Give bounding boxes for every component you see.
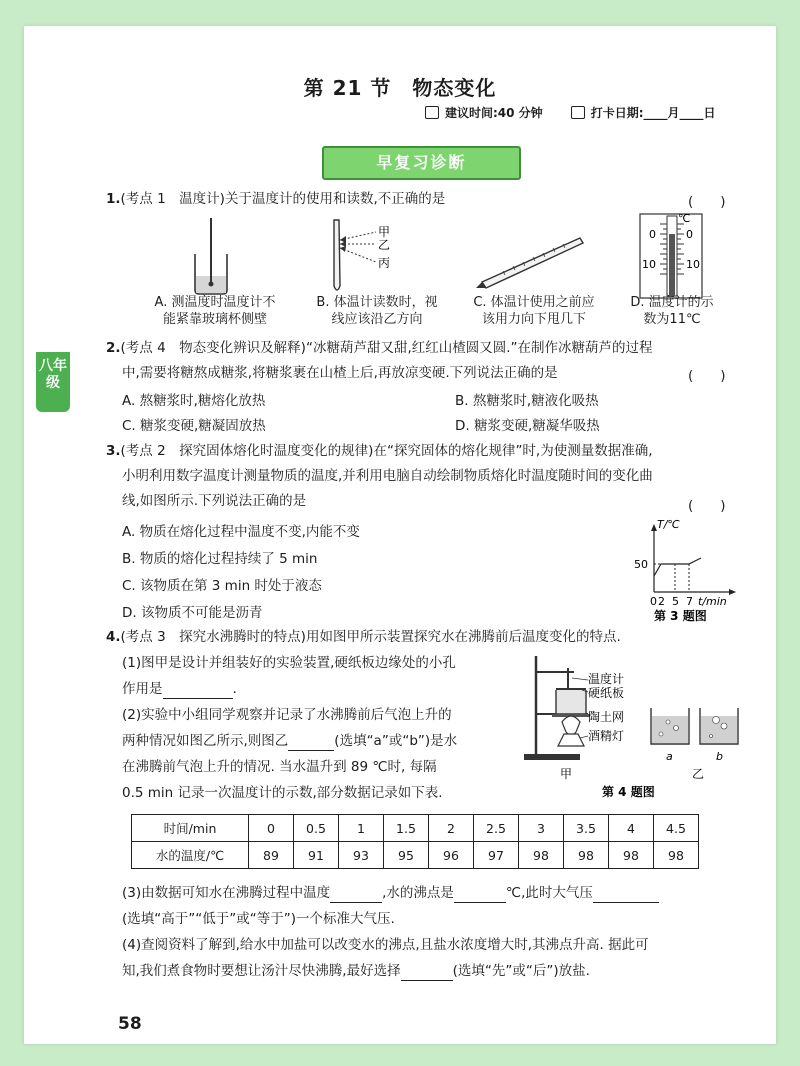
page-number: 58 xyxy=(118,1014,142,1034)
scale-thermometer-figure xyxy=(640,212,702,298)
svg-text:第 4 题图: 第 4 题图 xyxy=(602,785,655,799)
table-cell: 98 xyxy=(609,842,654,869)
svg-text:第 3 题图: 第 3 题图 xyxy=(654,609,707,622)
table-cell: 1 xyxy=(339,815,384,842)
q4-p4-line2: 知,我们煮食物时要想让汤汁尽快沸腾,最好选择 (选填“先”或“后”)放盐. xyxy=(122,963,590,979)
q1-stem: 1.(考点 1 温度计)关于温度计的使用和读数,不正确的是 xyxy=(106,191,446,207)
q3-option-a[interactable]: A. 物质在熔化过程中温度不变,内能不变 xyxy=(122,524,360,540)
table-header-temp: 水的温度/℃ xyxy=(132,842,249,869)
q2-stem-line1: 2.(考点 4 物态变化辨识及解释)“冰糖葫芦甜又甜,红红山楂圆又圆.”在制作冰糖葫芦的过程 xyxy=(106,340,653,356)
svg-text:0: 0 xyxy=(686,228,693,241)
q2-answer-paren[interactable]: ( ) xyxy=(688,368,726,384)
table-cell: 93 xyxy=(339,842,384,869)
q4-p2-line4: 0.5 min 记录一次温度计的示数,部分数据记录如下表. xyxy=(122,785,443,801)
table-cell: 91 xyxy=(294,842,339,869)
q4-p3-blank1[interactable] xyxy=(330,884,382,903)
beaker-figure xyxy=(195,218,227,294)
q4-p2-line1: (2)实验中小组同学观察并记录了水沸腾前后气泡上升的 xyxy=(122,707,452,723)
q3-answer-paren[interactable]: ( ) xyxy=(688,498,726,514)
q4-data-table xyxy=(131,814,699,869)
table-cell: 1.5 xyxy=(384,815,429,842)
table-row-temp xyxy=(132,842,699,869)
table-header-time: 时间/min xyxy=(132,815,249,842)
q3-option-c[interactable]: C. 该物质在第 3 min 时处于液态 xyxy=(122,578,322,594)
page-title: 第 21 节 物态变化 xyxy=(303,76,497,100)
beaker-b xyxy=(700,708,738,744)
q3-stem-line3: 线,如图所示.下列说法正确的是 xyxy=(122,493,307,509)
table-cell: 98 xyxy=(519,842,564,869)
q2-option-d[interactable]: D. 糖浆变硬,糖凝华吸热 xyxy=(455,418,600,434)
table-cell: 97 xyxy=(474,842,519,869)
q4-p3-line1: (3)由数据可知水在沸腾过程中温度 ,水的沸点是 ℃,此时大气压 xyxy=(122,884,659,903)
q4-p3-blank2[interactable] xyxy=(454,884,506,903)
q2-option-b[interactable]: B. 熬糖浆时,糖液化吸热 xyxy=(455,393,599,409)
q4-p1-line1: (1)图甲是设计并组装好的实验装置,硬纸板边缘处的小孔 xyxy=(122,655,456,671)
q1-answer-paren[interactable]: ( ) xyxy=(688,194,726,210)
q1-option-a[interactable]: A. 测温度时温度计不 能紧靠玻璃杯侧壁 xyxy=(154,295,276,327)
table-row-time xyxy=(132,815,699,842)
svg-text:5: 5 xyxy=(672,595,679,608)
svg-text:乙: 乙 xyxy=(378,238,391,252)
q2-option-a[interactable]: A. 熬糖浆时,糖熔化放热 xyxy=(122,393,266,409)
svg-text:乙: 乙 xyxy=(692,767,705,781)
q4-p1-blank[interactable] xyxy=(163,680,233,699)
table-cell: 98 xyxy=(654,842,699,869)
svg-text:50: 50 xyxy=(634,558,648,571)
q1-figures xyxy=(120,212,760,300)
q4-p2-blank[interactable] xyxy=(288,732,334,751)
table-cell: 0 xyxy=(249,815,294,842)
header-meta xyxy=(425,104,716,121)
q1-option-c[interactable]: C. 体温计使用之前应 该用力向下甩几下 xyxy=(473,295,595,327)
q3-option-d[interactable]: D. 该物质不可能是沥青 xyxy=(122,605,263,621)
svg-text:2: 2 xyxy=(658,595,665,608)
table-cell: 4 xyxy=(609,815,654,842)
table-cell: 95 xyxy=(384,842,429,869)
svg-text:7: 7 xyxy=(686,595,693,608)
q4-p4-blank[interactable] xyxy=(401,962,453,981)
svg-text:硬纸板: 硬纸板 xyxy=(588,686,625,700)
q4-p4-line1: (4)查阅资料了解到,给水中加盐可以改变水的沸点,且盐水浓度增大时,其沸点升高. 据此可 xyxy=(122,937,649,953)
q4-p3-blank3[interactable] xyxy=(593,884,659,903)
svg-text:t/min: t/min xyxy=(698,595,727,608)
q4-apparatus-figures xyxy=(516,650,756,800)
q3-stem-line2: 小明利用数字温度计测量物质的温度,并利用电脑自动绘制物质熔化时温度随时间的变化曲 xyxy=(122,468,653,484)
q4-p1-line2: 作用是 . xyxy=(122,681,237,697)
svg-text:10: 10 xyxy=(686,258,700,271)
svg-text:0: 0 xyxy=(649,228,656,241)
beaker-a xyxy=(651,708,689,744)
svg-text:酒精灯: 酒精灯 xyxy=(588,729,625,743)
q4-p3-line2: (选填“高于”“低于”或“等于”)一个标准大气压. xyxy=(122,911,395,927)
svg-text:陶土网: 陶土网 xyxy=(588,710,625,724)
q3-stem-line1: 3.(考点 2 探究固体熔化时温度变化的规律)在“探究固体的熔化规律”时,为使测量数据准确, xyxy=(106,443,653,459)
tilted-thermometer-figure xyxy=(476,238,583,288)
checkin-date: 打卡日期:____月____日 xyxy=(590,106,716,120)
svg-text:T/℃: T/℃ xyxy=(657,518,680,531)
q2-option-c[interactable]: C. 糖浆变硬,糖凝固放热 xyxy=(122,418,266,434)
table-cell: 3 xyxy=(519,815,564,842)
q1-option-b[interactable]: B. 体温计读数时，视 线应该沿乙方向 xyxy=(316,295,438,327)
svg-text:温度计: 温度计 xyxy=(588,672,625,686)
svg-text:a: a xyxy=(666,750,673,763)
svg-text:丙: 丙 xyxy=(378,256,391,270)
q4-stem: 4.(考点 3 探究水沸腾时的特点)用如图甲所示装置探究水在沸腾前后温度变化的特点. xyxy=(106,629,621,645)
svg-text:b: b xyxy=(716,750,723,763)
q4-p2-line3: 在沸腾前气泡上升的情况. 当水温升到 89 ℃时, 每隔 xyxy=(122,759,437,775)
svg-text:10: 10 xyxy=(642,258,656,271)
table-cell: 2.5 xyxy=(474,815,519,842)
suggest-time: 建议时间:40 分钟 xyxy=(445,106,543,120)
svg-text:℃: ℃ xyxy=(678,212,691,225)
table-cell: 3.5 xyxy=(564,815,609,842)
grade-side-tab: 八年级 xyxy=(36,352,70,412)
table-cell: 96 xyxy=(429,842,474,869)
svg-text:甲: 甲 xyxy=(378,225,391,239)
svg-text:甲: 甲 xyxy=(560,767,573,781)
table-cell: 2 xyxy=(429,815,474,842)
table-cell: 98 xyxy=(564,842,609,869)
table-cell: 89 xyxy=(249,842,294,869)
q2-stem-line2: 中,需要将糖熬成糖浆,将糖浆裹在山楂上后,再放凉变硬.下列说法正确的是 xyxy=(122,365,558,381)
clock-icon xyxy=(425,106,439,119)
calendar-icon xyxy=(571,106,585,119)
table-cell: 4.5 xyxy=(654,815,699,842)
section-banner: 早复习诊断 xyxy=(322,146,521,180)
q4-p2-line2: 两种情况如图乙所示,则图乙 (选填“a”或“b”)是水 xyxy=(122,733,458,749)
table-cell: 0.5 xyxy=(294,815,339,842)
q3-melting-graph xyxy=(628,518,748,622)
q1-option-d[interactable]: D. 温度计的示 数为11℃ xyxy=(630,295,714,327)
clinical-thermometer-figure xyxy=(334,220,390,290)
q3-option-b[interactable]: B. 物质的熔化过程持续了 5 min xyxy=(122,551,318,567)
svg-text:0: 0 xyxy=(650,595,657,608)
